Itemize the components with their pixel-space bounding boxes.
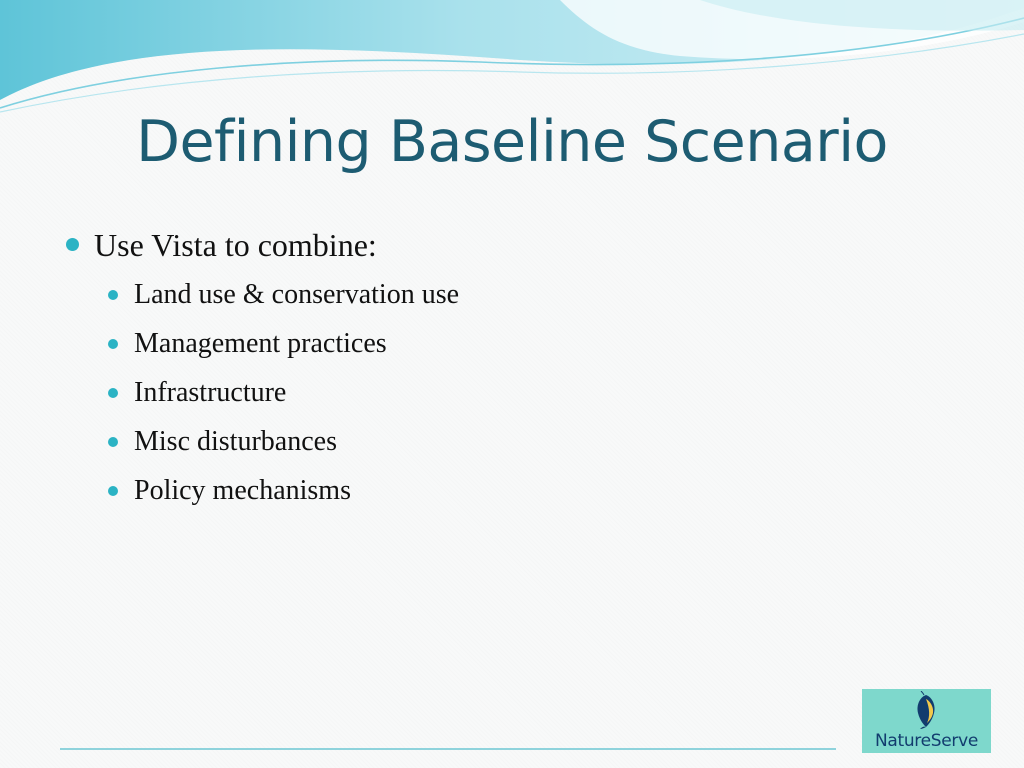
bullet-dot-icon	[108, 339, 118, 349]
slide-title: Defining Baseline Scenario	[136, 109, 888, 175]
footer-divider	[60, 748, 836, 750]
bullet-item	[62, 222, 962, 268]
sub-bullet-text: Misc disturbances	[134, 426, 337, 457]
bullet-list	[62, 222, 962, 515]
natureserve-logo	[862, 689, 991, 753]
sub-bullet-text: Infrastructure	[134, 377, 287, 408]
butterfly-icon	[910, 691, 942, 731]
sub-bullet-item	[108, 466, 962, 515]
bullet-dot-icon	[108, 437, 118, 447]
sub-bullet-text: Policy mechanisms	[134, 475, 351, 506]
sub-bullet-text: Management practices	[134, 328, 387, 359]
sub-bullet-list	[62, 270, 962, 515]
sub-bullet-item	[108, 417, 962, 466]
logo-text: NatureServe	[874, 731, 979, 751]
sub-bullet-item	[108, 368, 962, 417]
bullet-dot-icon	[108, 290, 118, 300]
bullet-dot-icon	[108, 388, 118, 398]
bullet-text: Use Vista to combine:	[94, 227, 377, 263]
sub-bullet-item	[108, 270, 962, 319]
sub-bullet-text: Land use & conservation use	[134, 279, 460, 310]
bullet-dot-icon	[108, 486, 118, 496]
bullet-dot-icon	[66, 238, 79, 251]
sub-bullet-item	[108, 319, 962, 368]
